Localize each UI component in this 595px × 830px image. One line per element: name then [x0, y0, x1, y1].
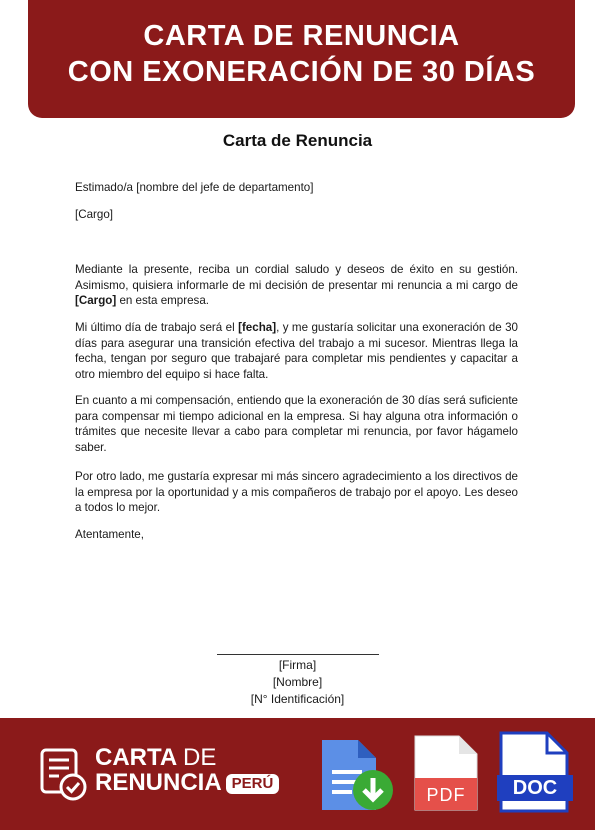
- document-title: Carta de Renuncia: [222, 131, 373, 150]
- paragraph-1-end: en esta empresa.: [116, 294, 210, 308]
- paragraph-4: [75, 469, 518, 516]
- fecha-placeholder: [fecha]: [238, 321, 277, 334]
- greeting-text: Estimado/a [nombre del jefe de departamento]: [75, 181, 314, 194]
- brand-logo[interactable]: [95, 745, 279, 795]
- footer-bar: [0, 718, 595, 830]
- signature-nombre: [Nombre]: [272, 675, 323, 689]
- logo-word-carta: CARTA: [95, 744, 177, 771]
- paragraph-4-text: Por otro lado, me gustaría expresar mi más sincero agradecimiento a los directivos de la empresa por la oportunidad y a mis compañeros de trabajo por el apoyo. Les deseo a todos lo mejor.: [75, 470, 518, 515]
- paragraph-2: [75, 320, 518, 382]
- position-placeholder: [Cargo]: [75, 208, 114, 221]
- banner-title-line-2: CON EXONERACIÓN DE 30 DÍAS: [67, 56, 536, 88]
- doc-file-icon[interactable]: [497, 731, 573, 818]
- closing: [75, 527, 518, 543]
- paragraph-2-text: Mi último día de trabajo será el: [75, 321, 239, 334]
- paragraph-1: [75, 262, 518, 309]
- header-banner: [28, 0, 575, 118]
- paragraph-2-end: , y me gustaría solicitar una exoneración de 30 días para asegurar una transición efectiva del trabajo a mi sucesor. Mientras llega la fecha, tengan por seguro que trabajaré para completar mis pendientes y capacitar a otro miembro del equipo si hace falta.: [75, 321, 518, 381]
- greeting: [75, 180, 518, 196]
- logo-word-renuncia: RENUNCIA: [95, 769, 222, 796]
- pdf-label: PDF: [426, 785, 466, 805]
- logo-word-de: DE: [183, 744, 217, 771]
- logo-badge-peru: PERÚ: [226, 774, 280, 794]
- position-line: [75, 207, 518, 223]
- pdf-file-icon[interactable]: [413, 734, 479, 817]
- doc-label: DOC: [512, 777, 558, 799]
- signature-line: [217, 654, 379, 655]
- closing-text: Atentamente,: [75, 528, 144, 541]
- signature-identificacion: [N° Identificación]: [250, 692, 345, 706]
- paragraph-1-text: Mediante la presente, reciba un cordial saludo y deseos de éxito en su gestión. Asimismo, quisiera informarle de mi decisión de presentar mi renuncia a mi cargo de: [75, 263, 518, 292]
- cargo-placeholder: [Cargo]: [75, 294, 117, 308]
- google-docs-download-icon[interactable]: [318, 736, 398, 819]
- signature-firma: [Firma]: [278, 658, 317, 672]
- letter-check-icon: [40, 748, 88, 807]
- paragraph-3-text: En cuanto a mi compensación, entiendo que la exoneración de 30 días será suficiente para compensar mi tiempo adicional en la empresa. Si hay alguna otra información o trámites que necesite llevar a cabo para completar mi renuncia, por favor hágamelo saber.: [75, 394, 518, 454]
- paragraph-3: [75, 393, 518, 455]
- banner-title-line-1: CARTA DE RENUNCIA: [143, 20, 460, 52]
